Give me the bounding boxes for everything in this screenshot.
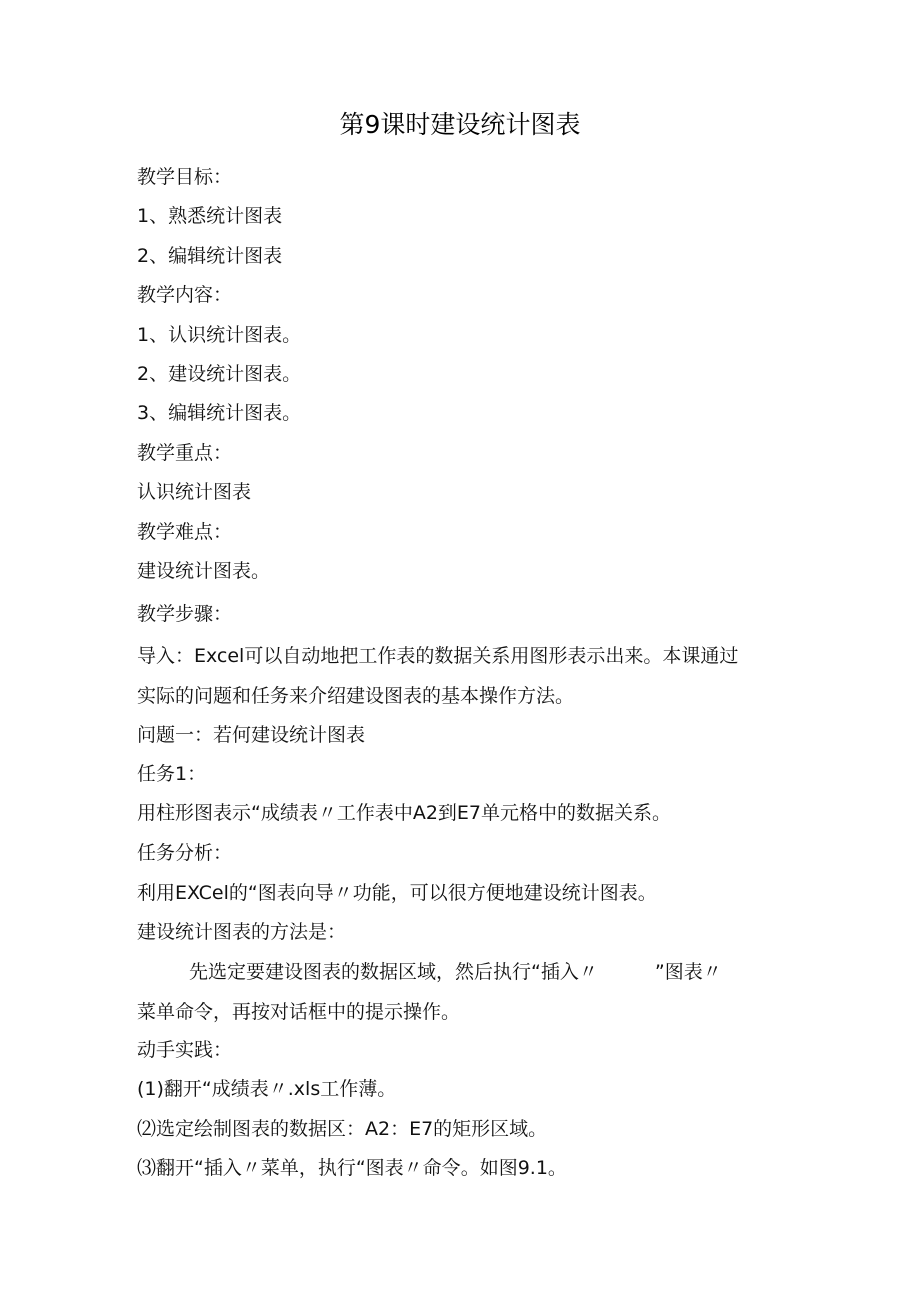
document-title: 第9课时建设统计图表 xyxy=(339,110,581,139)
heading-difficulties: 教学难点： xyxy=(137,521,233,543)
content-item: 2、建设统计图表。 xyxy=(137,363,302,385)
content-item: 1、认识统计图表。 xyxy=(137,324,302,346)
intro-paragraph-line: 实际的问题和任务来介绍建设图表的基本操作方法。 xyxy=(137,685,575,707)
task-analysis-text: 利用EXCel的“图表向导〃功能，可以很方便地建设统计图表。 xyxy=(137,882,657,904)
task-one-label: 任务1： xyxy=(137,763,207,785)
goal-item: 2、编辑统计图表 xyxy=(137,245,283,267)
difficulty-text: 建设统计图表。 xyxy=(137,560,271,582)
task-analysis-label: 任务分析： xyxy=(137,842,233,864)
practice-step: ⑶翻开“插入〃菜单，执行“图表〃命令。如图9.1。 xyxy=(137,1157,567,1179)
content-item: 3、编辑统计图表。 xyxy=(137,402,302,424)
question-one: 问题一：若何建设统计图表 xyxy=(137,724,366,746)
heading-teaching-goals: 教学目标： xyxy=(137,166,233,188)
heading-teaching-steps: 教学步骤： xyxy=(137,603,233,625)
task-one-text: 用柱形图表示“成绩表〃工作表中A2到E7单元格中的数据关系。 xyxy=(137,802,672,824)
heading-key-points: 教学重点： xyxy=(137,442,233,464)
heading-teaching-content: 教学内容： xyxy=(137,284,233,306)
practice-step: (1)翻开“成绩表〃.xls工作薄。 xyxy=(137,1078,397,1100)
goal-item: 1、熟悉统计图表 xyxy=(137,205,283,227)
practice-step: ⑵选定绘制图表的数据区：A2：E7的矩形区域。 xyxy=(137,1118,548,1140)
practice-heading: 动手实践： xyxy=(137,1039,233,1061)
intro-paragraph-line: 导入：Excel可以自动地把工作表的数据关系用图形表示出来。本课通过 xyxy=(137,645,739,667)
method-paragraph-line: 菜单命令，再按对话框中的提示操作。 xyxy=(137,1001,461,1023)
key-point-text: 认识统计图表 xyxy=(137,481,252,503)
method-heading: 建设统计图表的方法是： xyxy=(137,921,347,943)
method-paragraph-line: 先选定要建设图表的数据区域，然后执行“插入〃 ”图表〃 xyxy=(189,961,722,983)
